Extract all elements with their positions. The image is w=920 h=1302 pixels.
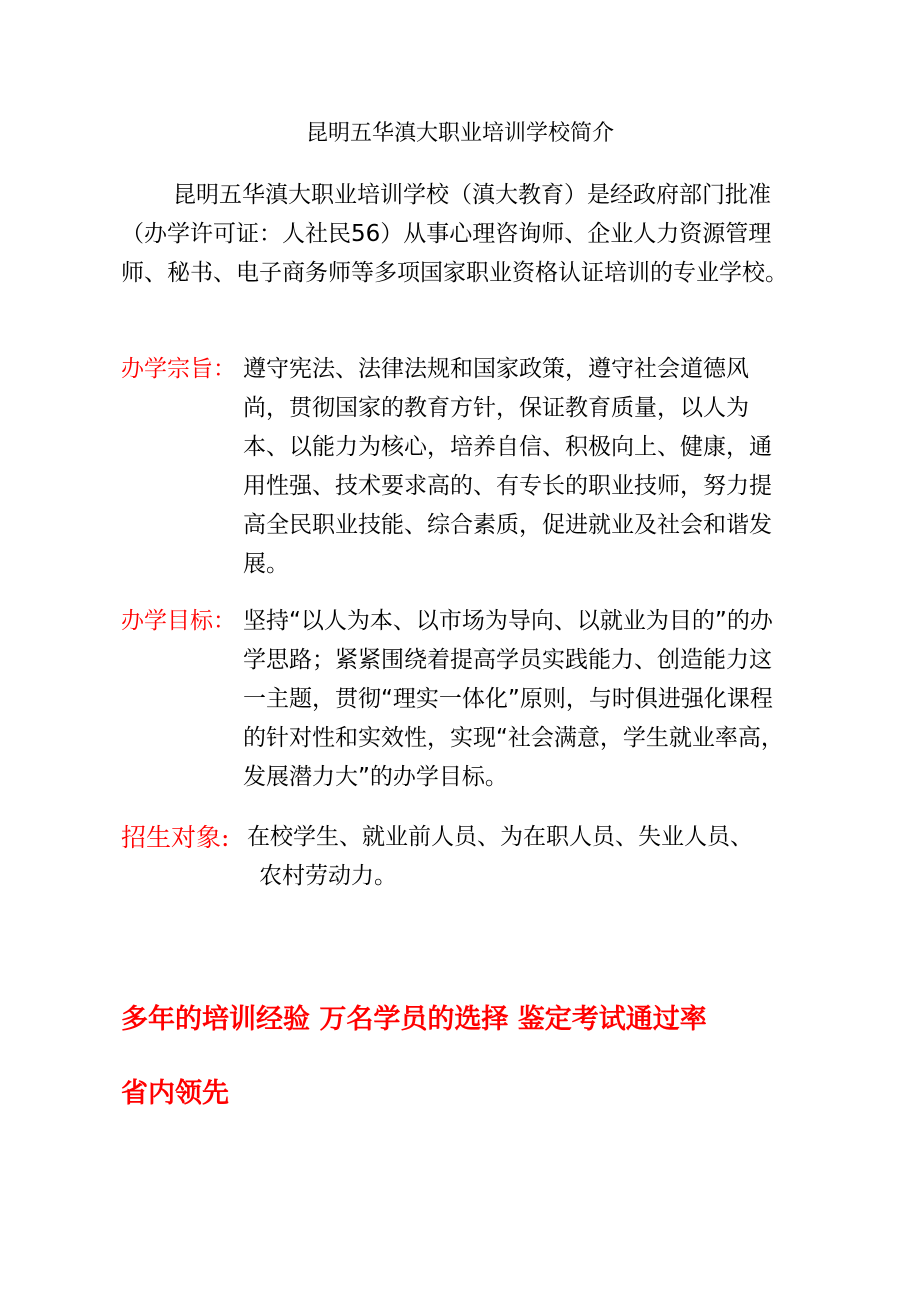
section-text-target bbox=[247, 818, 793, 896]
section-enrollment-target bbox=[121, 818, 793, 896]
section-label-aim: 办学宗旨： bbox=[121, 356, 236, 382]
document-title: 昆明五华滇大职业培训学校简介 bbox=[305, 121, 614, 146]
section-label-target: 招生对象: bbox=[121, 823, 230, 852]
section-text-goal: 坚持“以人为本、以市场为导向、以就业为目的”的办学思路；紧紧围绕着提高学员实践能力、创造能力这一主题，贯彻“理实一体化”原则，与时俱进强化课程的针对性和实效性，实现“社会满意，学生就业率高，发展潜力大”的办学目标。 bbox=[243, 608, 784, 790]
section-text-target-line1: 在校学生、就业前人员、为在职人员、失业人员、 bbox=[247, 824, 753, 850]
section-school-aim bbox=[121, 350, 793, 584]
section-label-goal: 办学目标： bbox=[121, 608, 236, 634]
intro-paragraph: 昆明五华滇大职业培训学校（滇大教育）是经政府部门批准（办学许可证：人社民56）从事心理咨询师、企业人力资源管理师、秘书、电子商务师等多项国家职业资格认证培训的专业学校。 bbox=[121, 182, 788, 286]
section-school-goal bbox=[121, 602, 793, 797]
slogan-line-1: 多年的培训经验 万名学员的选择 鉴定考试通过率 bbox=[121, 1004, 707, 1035]
section-text-aim: 遵守宪法、法律法规和国家政策，遵守社会道德风尚，贯彻国家的教育方针，保证教育质量，以人为本、以能力为核心，培养自信、积极向上、健康，通用性强、技术要求高的、有专长的职业技师，努力提高全民职业技能、综合素质，促进就业及社会和谐发展。 bbox=[243, 356, 772, 577]
section-text-target-line2: 农村劳动力。 bbox=[259, 863, 397, 889]
slogan-line-2: 省内领先 bbox=[121, 1078, 229, 1109]
